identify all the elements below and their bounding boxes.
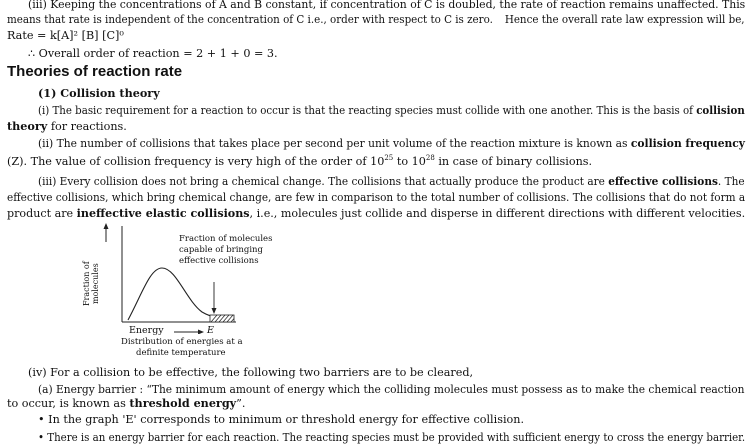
- intro-line-2a: means that rate is independent of the concentration of C i.e., order with respect to C is zero.: [7, 13, 493, 26]
- para-1-line-2: [7, 119, 127, 134]
- p3f: ineffective elastic collisions: [76, 206, 250, 220]
- para-5-line-1: (a) Energy barrier : “The minimum amount of energy which the colliding molecules must possess as to make the chemical reaction: [38, 383, 745, 396]
- up-arrow-head: [104, 223, 109, 229]
- p5c: threshold energy: [129, 396, 237, 410]
- p1a: (i) The basic requirement for a reaction to occur is that the reacting species must collide with one another. This is the basis of: [38, 104, 697, 117]
- para-3-line-2: effective collisions, which bring chemical change, are few in comparison to the total number of collisions. The collisions that do not form a: [7, 191, 746, 204]
- intro-line-1: (iii) Keeping the concentrations of A and B constant, if concentration of C is doubled, the rate of reaction remains unaffected. This: [28, 0, 746, 11]
- para-3-line-3: [7, 206, 745, 221]
- threshold-pointer-head: [212, 308, 217, 314]
- p2exp2: 28: [425, 154, 435, 162]
- para-2-line-1: [38, 136, 745, 151]
- graph-x-label: Energy: [129, 325, 164, 336]
- intro-line-2: [7, 12, 745, 27]
- section-heading: Theories of reaction rate: [7, 63, 183, 80]
- p2e: in case of binary collisions.: [434, 155, 593, 168]
- p2c: (Z). The value of collision frequency is very high of the order of 10: [7, 155, 385, 168]
- para-3-line-1: [38, 174, 745, 189]
- para-1-line-1: [38, 103, 745, 118]
- graph-annotation-1: Fraction of molecules: [179, 234, 273, 244]
- graph-y-label: [82, 261, 100, 306]
- graph-annotation-2: capable of bringing: [179, 245, 263, 255]
- p1b: collision: [696, 103, 745, 117]
- para-4: (iv) For a collision to be effective, the following two barriers are to be cleared,: [28, 366, 474, 379]
- p3c: . The: [717, 175, 745, 188]
- para-2-line-2: [7, 154, 592, 169]
- p1d: for reactions.: [47, 120, 127, 133]
- graph-caption-2: definite temperature: [136, 348, 226, 358]
- bullet-1: • In the graph 'E' corresponds to minimum or threshold energy for effective collision.: [38, 413, 525, 426]
- p3e: product are: [7, 207, 77, 220]
- graph-y-label-2: molecules: [91, 263, 100, 305]
- overall-order: ∴ Overall order of reaction = 2 + 1 + 0 = 3.: [28, 47, 278, 60]
- graph-annotation-3: effective collisions: [179, 256, 259, 266]
- p5d: ”.: [236, 397, 246, 410]
- graph-e-label: E: [207, 325, 214, 336]
- p2exp1: 25: [384, 154, 394, 162]
- bullet-2: • There is an energy barrier for each reaction. The reacting species must be provided with sufficient energy to cross the energy barrier.: [38, 431, 746, 444]
- graph-y-label-1: Fraction of: [82, 261, 91, 306]
- p5b: to occur, is known as: [7, 397, 130, 410]
- energy-arrow-head: [198, 330, 204, 335]
- intro-line-2b: Hence the overall rate law expression will be,: [504, 13, 745, 26]
- p3a: (iii) Every collision does not bring a chemical change. The collisions that actually produce the product are: [38, 175, 609, 188]
- p2b: collision frequency: [630, 136, 746, 150]
- distribution-curve: [128, 268, 234, 320]
- p3g: , i.e., molecules just collide and disperse in different directions with different velocities.: [249, 207, 746, 220]
- collision-theory-title-text: (1) Collision theory: [38, 86, 160, 100]
- p1c: theory: [7, 119, 48, 133]
- para-5-line-2: [7, 396, 245, 411]
- collision-theory-title: [38, 86, 160, 101]
- p2a: (ii) The number of collisions that takes place per second per unit volume of the reaction mixture is known as: [38, 137, 631, 150]
- graph-caption-1: Distribution of energies at a: [121, 337, 243, 347]
- p3b: effective collisions: [608, 174, 718, 188]
- rate-law: Rate = k[A]² [B] [C]⁰: [7, 29, 124, 42]
- p2d: to 10: [393, 155, 426, 168]
